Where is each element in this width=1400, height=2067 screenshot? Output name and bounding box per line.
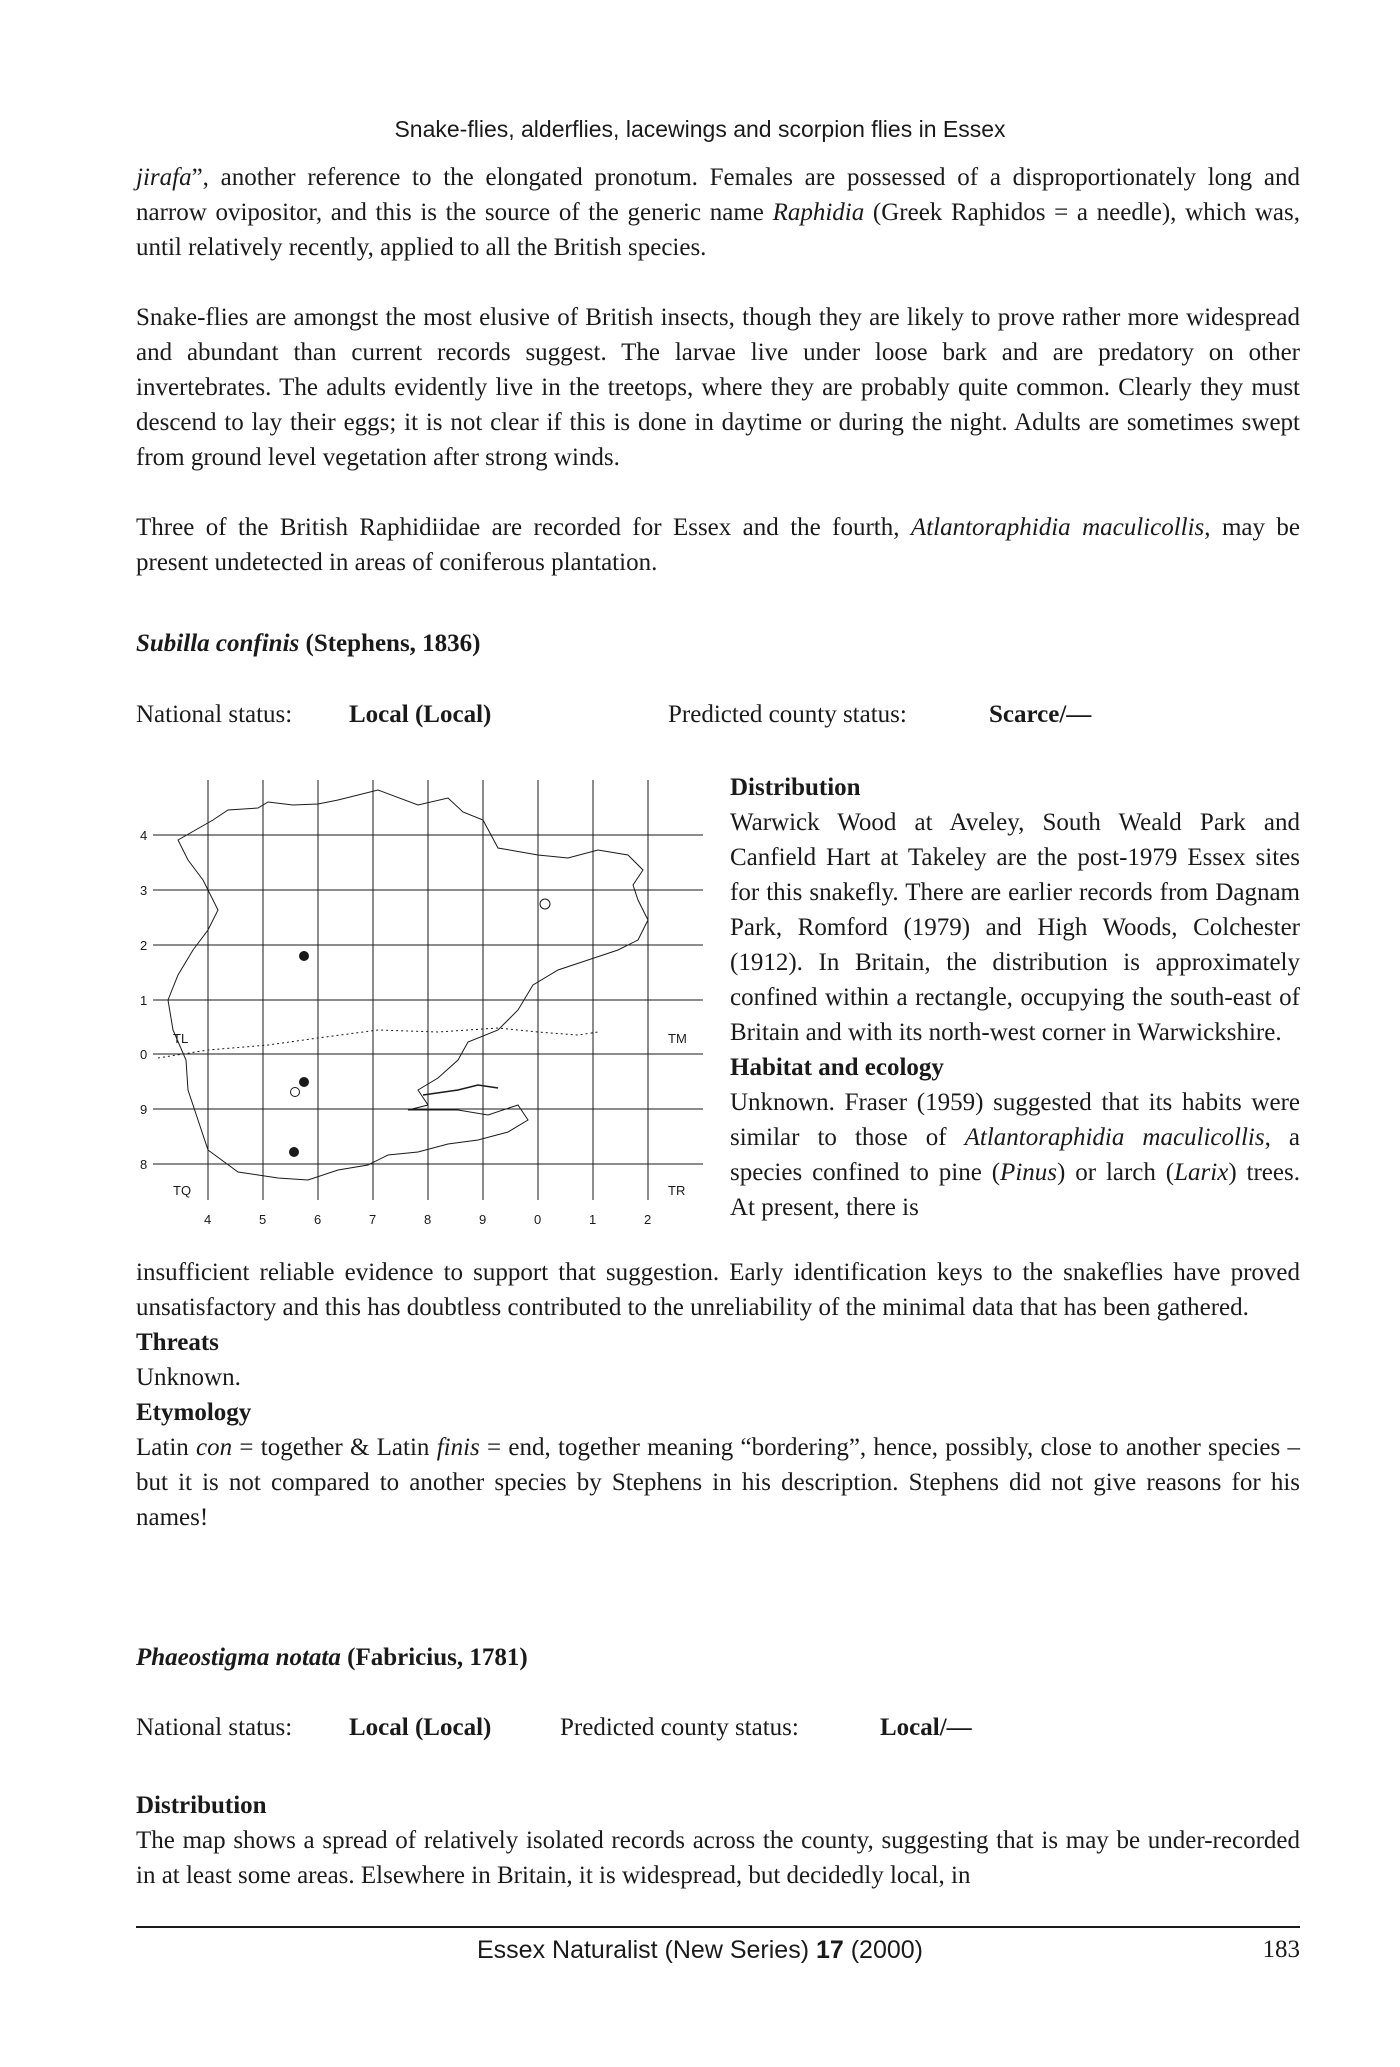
intro-paragraph-2: Snake-flies are amongst the most elusive of British insects, though they are likely to prove rather more widespread and abundant than current records suggest. The larvae live under loose bark and are predatory on other invertebrates. The adults evidently live in the treetops, where they are probably quite common. Clearly they must descend to lay their eggs; it is not clear if this is done in daytime or during the night. Adults are sometimes swept from ground level vegetation after strong winds. [136,304,1300,471]
records [289,899,550,1157]
distribution-map [118,760,708,1230]
x-axis-labels [204,1212,651,1227]
y-label: 3 [140,883,148,898]
y-label: 4 [140,828,148,843]
habitat-heading: Habitat and ecology [730,1054,944,1081]
x-label: 1 [589,1212,597,1227]
species2-distribution-text: The map shows a spread of relatively isolated records across the county, suggesting that is may be under-recorded in at least some areas. Elsewhere in Britain, it is widespread, but decidedly local, in [136,1827,1300,1889]
record-dot-pre-1980 [540,899,550,909]
x-label: 5 [259,1212,267,1227]
etymology-heading: Etymology [136,1399,252,1426]
species1-continuation [136,1255,1300,1535]
square-label-tq: TQ [173,1183,192,1198]
intro-paragraph-3: Three of the British Raphidiidae are recorded for Essex and the fourth, Atlantoraphidia maculicollis, may be present undetected in areas of coniferous plantation. [136,514,1300,576]
map-grid [153,780,703,1200]
species2-heading: Phaeostigma notata (Fabricius, 1781) [136,1644,528,1671]
grid-square-labels [173,1031,687,1198]
habitat-text: Unknown. Fraser (1959) suggested that its habits were similar to those of Atlantoraphidia maculicollis, a species confined to pine (Pinus) or larch (Larix) trees. At present, there is [730,1089,1300,1221]
y-label: 0 [140,1047,148,1062]
species2-distribution-heading: Distribution [136,1792,267,1819]
intro-section [136,160,1300,580]
y-label: 8 [140,1157,148,1172]
threats-text: Unknown. [136,1364,241,1391]
intro-paragraph-1: jirafa”, another reference to the elongated pronotum. Females are possessed of a disproportionately long and narrow ovipositor, and this is the source of the generic name Raphidia (Greek Raphidos = a needle), which was, until relatively recently, applied to all the British species. [136,164,1300,261]
species2-status: National status: Local (Local) Predicted county status: Local/— [136,1714,972,1741]
county-outline [168,790,648,1180]
x-label: 7 [369,1212,377,1227]
y-axis-labels [140,828,147,1172]
record-dot-post-1979 [289,1147,299,1157]
square-label-tr: TR [668,1183,686,1198]
page-number: 183 [1262,1936,1300,1963]
threats-heading: Threats [136,1329,219,1356]
x-label: 2 [644,1212,652,1227]
record-dot-pre-1980 [291,1088,300,1097]
footer-citation: Essex Naturalist (New Series) 17 (2000) [476,1936,923,1964]
x-label: 4 [204,1212,212,1227]
record-dot-post-1979 [299,1077,309,1087]
square-label-tl: TL [173,1031,189,1046]
thames-estuary-inlet [423,1085,498,1095]
x-label: 8 [424,1212,432,1227]
distribution-heading: Distribution [730,774,861,801]
etymology-text: Latin con = together & Latin finis = end, together meaning “bordering”, hence, possibly, close to another species – but it is not compared to another species by Stephens in his description. Stephens did not give reasons for his names! [136,1434,1300,1531]
x-label: 9 [479,1212,487,1227]
x-label: 6 [314,1212,322,1227]
running-header: Snake-flies, alderflies, lacewings and scorpion flies in Essex [394,116,1006,142]
y-label: 9 [140,1102,148,1117]
species1-status: National status: Local (Local) Predicted county status: Scarce/— [136,701,1092,728]
species1-right-column [730,770,1300,1225]
distribution-text: Warwick Wood at Aveley, South Weald Park and Canfield Hart at Takeley are the post-1979 Essex sites for this snakefly. There are earlier records from Dagnam Park, Romford (1979) and High Woods, Colchester (1912). In Britain, the distribution is approximately confined within a rectangle, occupying the south-east of Britain and with its north-west corner in Warwickshire. [730,809,1300,1046]
y-label: 2 [140,938,148,953]
square-label-tm: TM [668,1031,687,1046]
essex-grid-map [118,760,708,1230]
habitat-continued: insufficient reliable evidence to support that suggestion. Early identification keys to the snakeflies have proved unsatisfactory and this has doubtless contributed to the unreliability of the minimal data that has been gathered. [136,1259,1300,1321]
x-label: 0 [534,1212,542,1227]
record-dot-post-1979 [299,951,309,961]
footer-rule [136,1926,1300,1928]
species1-heading: Subilla confinis (Stephens, 1836) [136,630,481,657]
species2-distribution [136,1788,1300,1893]
y-label: 1 [140,993,148,1008]
